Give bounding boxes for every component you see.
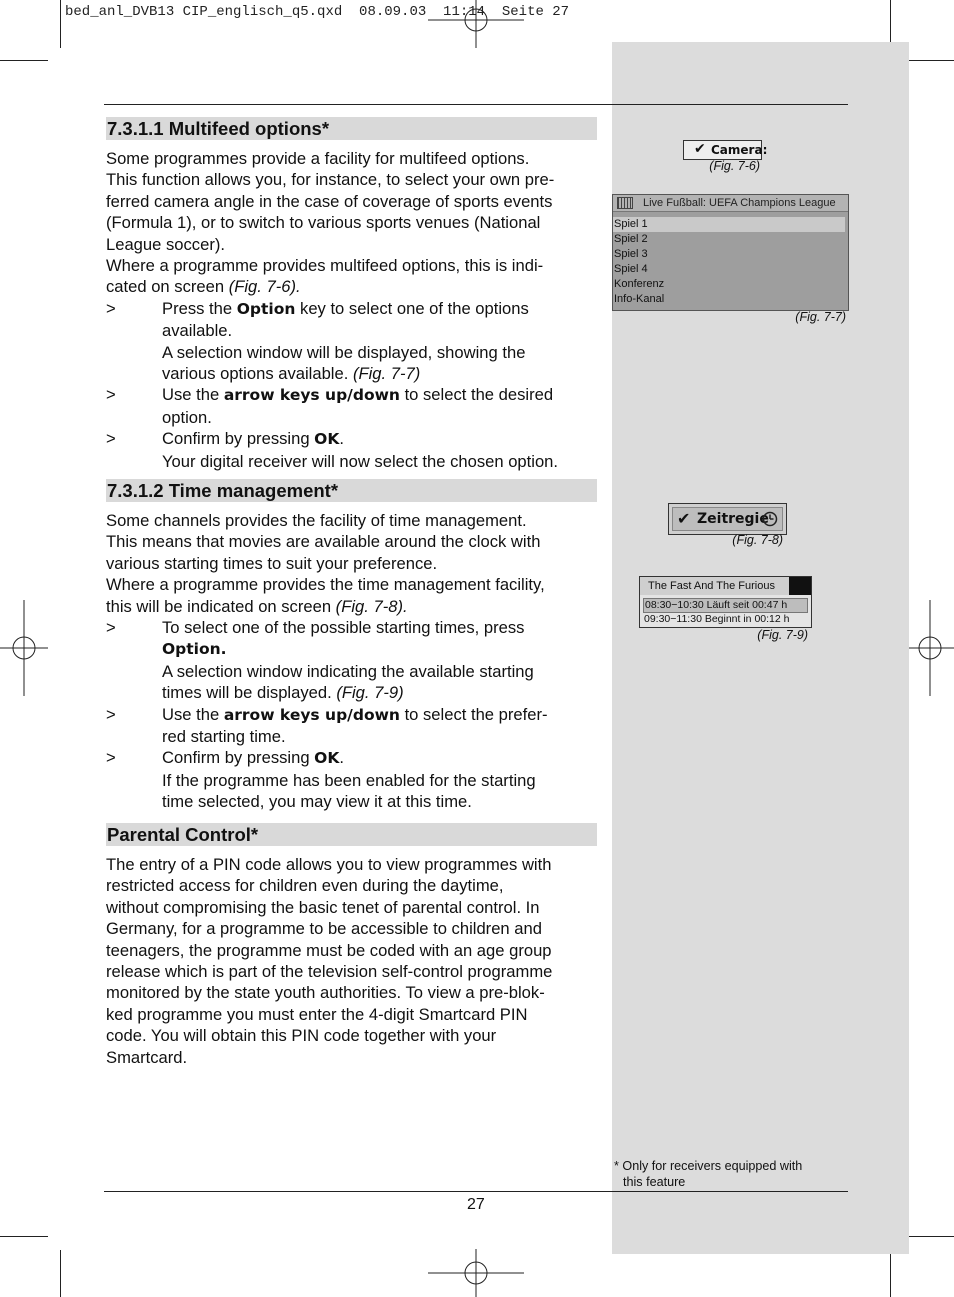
text-line: without compromising the basic tenet of parental control. In	[106, 897, 540, 917]
list-item[interactable]: Spiel 2	[614, 233, 648, 245]
text-line	[162, 638, 598, 660]
bullet-marker: >	[106, 385, 116, 405]
text-line: various starting times to suit your preference.	[106, 553, 438, 573]
text-line	[162, 747, 598, 769]
text-line	[162, 363, 598, 384]
checkmark-icon: ✔	[694, 141, 706, 157]
key-name: OK	[314, 430, 340, 449]
bullet-marker: >	[106, 429, 116, 449]
text-line: ked programme you must enter the 4-digit Smartcard PIN	[106, 1004, 528, 1024]
figure-caption: (Fig. 7-6)	[709, 159, 760, 173]
text-line: Some programmes provide a facility for multifeed options.	[106, 149, 530, 168]
text-line	[162, 704, 598, 726]
text-line: Germany, for a programme to be accessible to children and	[106, 919, 542, 939]
clock-icon	[762, 511, 778, 527]
crop-mark	[906, 60, 954, 61]
key-name: Option.	[162, 640, 227, 659]
figure-reference: (Fig. 7-7)	[352, 364, 421, 384]
registration-mark-left	[0, 600, 48, 696]
crop-mark	[60, 0, 61, 48]
footnote	[614, 1158, 844, 1190]
bullet-marker: >	[106, 618, 116, 638]
list-item[interactable]: Info-Kanal	[614, 293, 665, 305]
text-fragment: Confirm by pressing	[162, 748, 315, 768]
figure-reference: (Fig. 7-6).	[228, 277, 301, 297]
text-line: Your digital receiver will now select the chosen option.	[162, 451, 559, 471]
text-line: Where a programme provides the time management facility,	[106, 575, 545, 595]
figure-caption: (Fig. 7-7)	[795, 310, 846, 324]
text-line: red starting time.	[162, 727, 286, 747]
text-line: Smartcard.	[106, 1047, 188, 1067]
text-line: To select one of the possible starting times, press	[162, 618, 525, 638]
text-line: League soccer).	[106, 234, 225, 254]
figure-caption: (Fig. 7-8)	[732, 533, 783, 547]
figure-reference: (Fig. 7-9)	[336, 683, 404, 703]
starting-times-window	[639, 576, 812, 628]
text-line	[162, 428, 598, 450]
step-item	[106, 298, 598, 385]
registration-mark-top	[428, 0, 524, 48]
text-fragment: .	[339, 429, 344, 449]
print-slug: bed_anl_DVB13 CIP_englisch_q5.qxd 08.09.03 11:14 Seite 27	[65, 4, 570, 20]
text-line: time selected, you may view it at this time.	[162, 792, 472, 812]
key-name: arrow keys up/down	[223, 386, 400, 405]
step-item	[106, 617, 598, 704]
text-line: teenagers, the programme must be coded with an age group	[106, 940, 552, 960]
text-fragment: to select the prefer-	[399, 704, 548, 724]
time-management-osd-box	[668, 503, 787, 535]
window-titlebar	[613, 195, 848, 212]
key-name: Option	[236, 299, 296, 318]
bottom-rule	[104, 1191, 848, 1192]
text-line: Some channels provides the facility of time management.	[106, 511, 527, 530]
figure-reference: (Fig. 7-8).	[335, 596, 408, 616]
text-fragment: Press the	[162, 298, 237, 318]
section-heading-multifeed: 7.3.1.1 Multifeed options*	[106, 117, 597, 140]
text-line: The entry of a PIN code allows you to view programmes with	[106, 855, 552, 874]
crop-mark	[906, 1236, 954, 1237]
text-fragment: this will be indicated on screen	[106, 596, 336, 616]
text-line	[162, 682, 598, 703]
text-line: This means that movies are available around the clock with	[106, 532, 541, 552]
titlebar-block	[789, 577, 811, 595]
key-name: arrow keys up/down	[223, 705, 400, 724]
bullet-marker: >	[106, 704, 116, 724]
key-name: OK	[314, 749, 340, 768]
text-line: monitored by the state youth authorities. To view a pre-blok-	[106, 983, 545, 1003]
list-item[interactable]: Spiel 3	[614, 248, 648, 260]
starting-time-row[interactable]: 09:30−11:30 Beginnt in 00:12 h	[644, 613, 790, 625]
crop-mark	[890, 0, 891, 48]
grid-icon	[617, 197, 633, 209]
text-fragment: cated on screen	[106, 277, 229, 297]
text-line: This function allows you, for instance, to select your own pre-	[106, 170, 555, 190]
text-line: restricted access for children even during the daytime,	[106, 876, 504, 896]
text-line: Where a programme provides multifeed options, this is indi-	[106, 256, 544, 276]
crop-mark	[60, 1250, 61, 1297]
window-titlebar	[640, 577, 811, 595]
text-line	[106, 276, 598, 297]
starting-time-row[interactable]: 08:30−10:30 Läuft seit 00:47 h	[643, 598, 808, 613]
page-number: 27	[467, 1196, 485, 1213]
osd-inner	[672, 507, 783, 531]
section-heading-time-management: 7.3.1.2 Time management*	[106, 479, 597, 502]
step-item	[106, 704, 598, 748]
text-line	[106, 596, 598, 617]
crop-mark	[0, 1236, 48, 1237]
text-fragment: Use the	[162, 385, 224, 405]
registration-mark-right	[906, 600, 954, 696]
step-item	[106, 747, 598, 812]
text-fragment: Use the	[162, 704, 224, 724]
crop-mark	[0, 60, 48, 61]
step-item	[106, 428, 598, 472]
text-line: (Formula 1), or to switch to various sports venues (National	[106, 213, 541, 233]
text-line: available.	[162, 321, 233, 341]
text-fragment: Confirm by pressing	[162, 429, 315, 449]
text-line	[162, 384, 598, 406]
camera-osd-box	[683, 140, 768, 160]
list-item[interactable]: Spiel 4	[614, 263, 648, 275]
text-line: code. You will obtain this PIN code together with your	[106, 1026, 497, 1046]
section-body-time-management	[106, 510, 598, 813]
text-line: option.	[162, 407, 212, 427]
window-title: The Fast And The Furious	[648, 580, 775, 592]
zeitregie-label: Zeitregie	[697, 511, 769, 527]
section-body-parental-control	[106, 854, 598, 1068]
text-line: ferred camera angle in the case of coverage of sports events	[106, 191, 553, 211]
text-line: A selection window will be displayed, showing the	[162, 342, 526, 362]
footnote-line: * Only for receivers equipped with	[614, 1159, 803, 1173]
camera-label: Camera:	[711, 143, 768, 157]
text-fragment: times will be displayed.	[162, 683, 337, 703]
text-fragment: various options available.	[162, 364, 353, 384]
list-item[interactable]: Spiel 1	[613, 217, 845, 232]
multifeed-selection-window	[612, 194, 849, 311]
text-line: release which is part of the television self-control programme	[106, 962, 553, 982]
registration-mark-bottom	[428, 1249, 524, 1297]
text-line: A selection window indicating the available starting	[162, 661, 534, 681]
crop-mark	[890, 1250, 891, 1297]
footnote-line: this feature	[623, 1175, 686, 1189]
checkmark-icon: ✔	[677, 509, 691, 528]
section-heading-parental-control: Parental Control*	[106, 823, 597, 846]
window-title: Live Fußball: UEFA Champions League	[643, 197, 836, 209]
text-fragment: .	[339, 748, 344, 768]
step-item	[106, 384, 598, 428]
text-fragment: to select the desired	[399, 385, 554, 405]
text-fragment: key to select one of the options	[295, 298, 529, 318]
list-item[interactable]: Konferenz	[614, 278, 665, 290]
bullet-marker: >	[106, 748, 116, 768]
text-line	[162, 298, 598, 320]
bullet-marker: >	[106, 298, 116, 318]
text-line: If the programme has been enabled for the starting	[162, 770, 536, 790]
section-body-multifeed	[106, 148, 598, 472]
top-rule	[104, 104, 848, 105]
figure-caption: (Fig. 7-9)	[757, 628, 808, 642]
